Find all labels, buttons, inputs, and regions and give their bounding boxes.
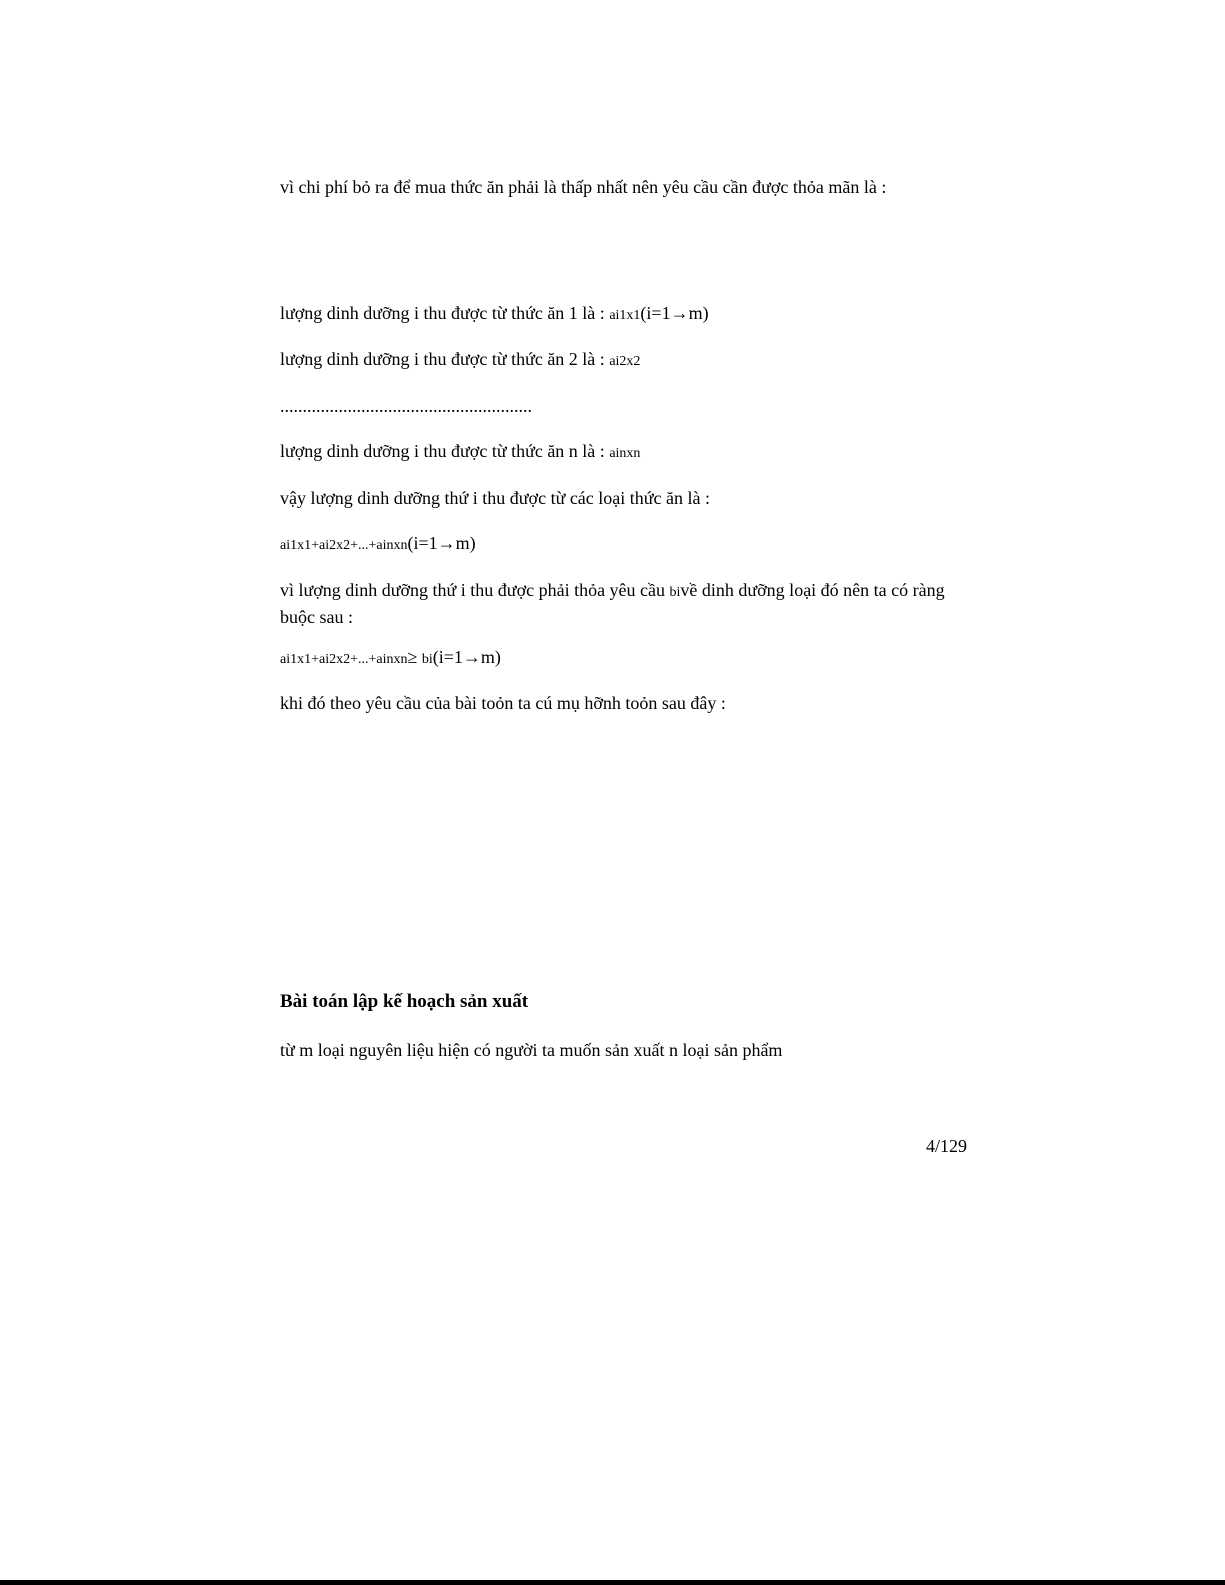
text: lượng dinh dưỡng i thu được từ thức ăn 2 là : [280, 349, 610, 369]
section-heading [280, 990, 528, 1015]
formula-range: (i=1→m) [407, 533, 476, 553]
paragraph-total-nutrition [280, 487, 710, 510]
formula-constraint [280, 646, 501, 669]
formula-range: (i=1→m) [640, 303, 709, 323]
text: lượng dinh dưỡng i thu được từ thức ăn 1 là : [280, 303, 610, 323]
paragraph-nutrition-food-1 [280, 302, 709, 325]
formula-term: bi [421, 652, 433, 667]
ellipsis-dots [280, 395, 532, 418]
text: từ m loại nguyên liệu hiện có người ta muốn sản xuất n loại sản phẩm [280, 1040, 783, 1060]
formula-sum [280, 532, 476, 555]
paragraph-constraint [280, 578, 970, 629]
paragraph-nutrition-food-2 [280, 348, 640, 371]
paragraph-nutrition-food-n [280, 440, 640, 463]
text: về dinh dưỡng loại đó nên ta có ràng buộc sau : [280, 580, 945, 627]
paragraph-model-intro [280, 692, 726, 715]
formula-term: ai1x1 [609, 308, 641, 323]
text: vì lượng dinh dưỡng thứ i thu được phải thỏa yêu cầu [280, 580, 670, 600]
formula-term: ai1x1+ai2x2+...+ainxn [280, 652, 408, 667]
bottom-border [0, 1580, 1225, 1585]
page-number: 4/129 [925, 1136, 967, 1156]
formula-term: bi [669, 585, 681, 600]
formula-term: ainxn [609, 446, 641, 461]
text: khi đó theo yêu cầu của bài toỏn ta cú mụ hỡnh toỏn sau đây : [280, 693, 726, 713]
formula-range: (i=1→m) [432, 647, 501, 667]
paragraph-cost-requirement [280, 176, 886, 199]
heading-text: Bài toán lập kế hoạch sản xuất [280, 991, 529, 1012]
formula-term: ai1x1+ai2x2+...+ainxn [280, 538, 408, 553]
formula-term: ai2x2 [609, 354, 641, 369]
text: ........................................................ [280, 396, 532, 416]
text: lượng dinh dưỡng i thu được từ thức ăn n là : [280, 441, 610, 461]
text: vậy lượng dinh dưỡng thứ i thu được từ các loại thức ăn là : [280, 488, 711, 508]
formula-operator: ≥ [407, 647, 422, 667]
text: vì chi phí bỏ ra để mua thức ăn phải là thấp nhất nên yêu cầu cần được thỏa mãn là : [280, 177, 887, 197]
paragraph-production-intro [280, 1039, 782, 1062]
